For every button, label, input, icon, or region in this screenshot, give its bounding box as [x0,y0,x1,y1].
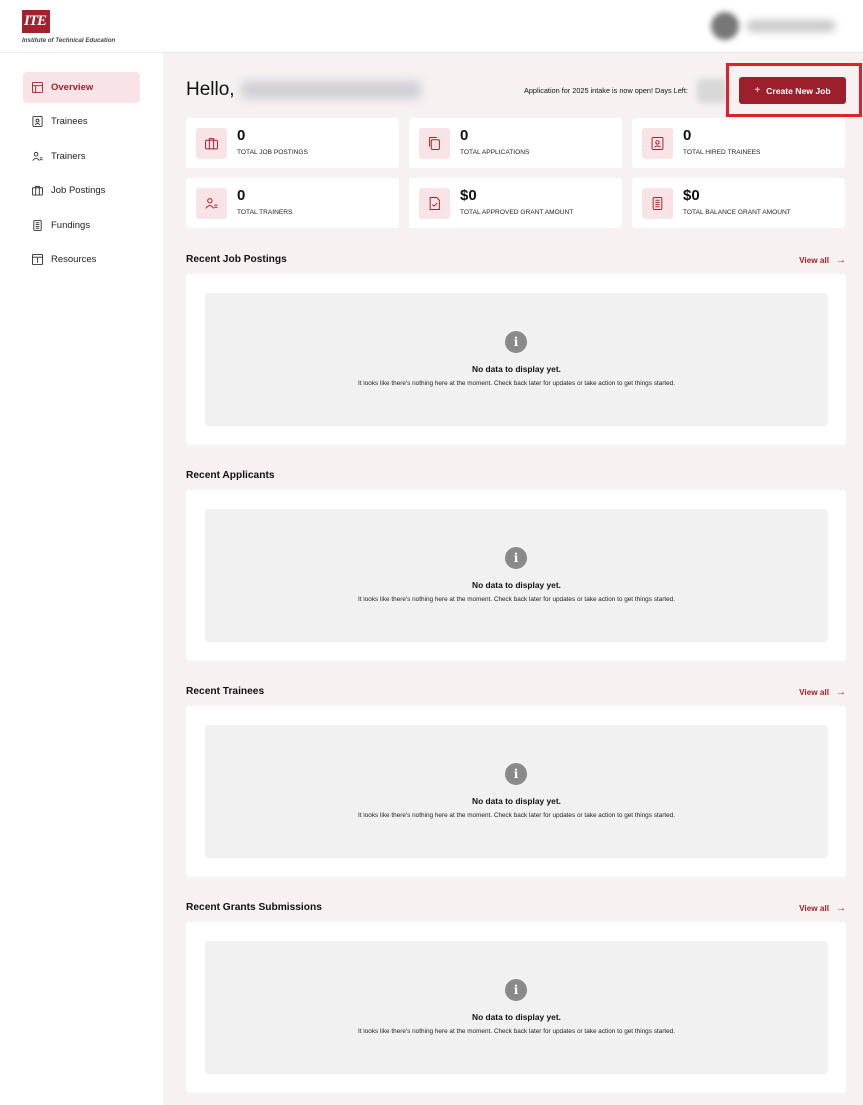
section-title-recent-job-postings: Recent Job Postings [186,254,287,265]
sidebar-item-job-postings[interactable] [23,175,140,206]
info-icon: i [505,979,527,1001]
stat-label: TOTAL JOB POSTINGS [237,149,308,156]
stat-value: $0 [460,187,477,204]
stat-value: 0 [237,127,246,144]
sidebar [0,53,163,1105]
empty-state [205,293,828,426]
intake-notice: Application for 2025 intake is now open! Days Left: [524,86,688,95]
empty-state-description: It looks like there's nothing here at the moment. Check back later for updates or take action to get things started. [357,812,676,819]
book-icon [32,254,43,265]
section-title-recent-grants-submissions: Recent Grants Submissions [186,902,322,913]
recent-trainees-panel [186,706,846,877]
sidebar-item-fundings[interactable] [23,210,140,241]
stat-card-hired-trainees [632,118,845,168]
view-all-label: View all [799,256,829,265]
documents-icon [419,128,450,159]
greeting [186,79,421,101]
empty-state-description: It looks like there's nothing here at the moment. Check back later for updates or take action to get things started. [357,380,676,387]
empty-state [205,509,828,642]
stat-card-trainers [186,178,399,228]
stat-value: 0 [683,127,692,144]
briefcase-icon [196,128,227,159]
arrow-right-icon: → [836,687,846,698]
sidebar-item-label: Trainees [51,116,88,127]
empty-state [205,941,828,1074]
sidebar-item-trainees[interactable] [23,106,140,137]
stat-label: TOTAL APPLICATIONS [460,149,530,156]
stat-label: TOTAL TRAINERS [237,209,293,216]
create-new-job-label: Create New Job [766,85,831,96]
view-all-grants-link[interactable] [799,903,846,914]
days-left-redacted [697,79,727,103]
sidebar-item-label: Job Postings [51,185,106,196]
stat-label: TOTAL BALANCE GRANT AMOUNT [683,209,791,216]
recent-applicants-panel [186,490,846,661]
logo-caption: Institute of Technical Education [22,37,116,44]
logo-mark-text: ITE [24,13,47,29]
arrow-right-icon: → [836,255,846,266]
stat-card-approved-grant [409,178,622,228]
logo-mark [22,10,50,33]
sidebar-item-label: Resources [51,254,97,265]
view-all-trainees-link[interactable] [799,687,846,698]
empty-state-description: It looks like there's nothing here at the moment. Check back later for updates or take action to get things started. [357,596,676,603]
stat-card-balance-grant [632,178,845,228]
stat-value: $0 [683,187,700,204]
user-name-redacted [747,20,835,32]
recent-grants-submissions-panel [186,922,846,1093]
avatar [711,12,739,40]
ite-logo[interactable] [22,10,132,46]
briefcase-icon [32,185,43,196]
stat-label: TOTAL HIRED TRAINEES [683,149,761,156]
sidebar-item-trainers[interactable] [23,141,140,172]
user-list-icon [196,188,227,219]
approved-file-icon [419,188,450,219]
create-new-job-button[interactable] [739,77,846,104]
main-content [163,53,863,1105]
section-title-recent-applicants: Recent Applicants [186,470,275,481]
stat-label: TOTAL APPROVED GRANT AMOUNT [460,209,574,216]
sidebar-item-label: Overview [51,82,94,93]
user-name-redacted [241,81,421,99]
view-all-label: View all [799,904,829,913]
stat-card-job-postings [186,118,399,168]
info-icon: i [505,331,527,353]
empty-state-description: It looks like there's nothing here at the moment. Check back later for updates or take action to get things started. [357,1028,676,1035]
arrow-right-icon: → [836,903,846,914]
empty-state-title: No data to display yet. [472,364,561,374]
info-icon: i [505,547,527,569]
sidebar-item-resources[interactable] [23,244,140,275]
plus-icon: + [754,85,761,96]
receipt-icon [32,220,43,231]
view-all-job-postings-link[interactable] [799,255,846,266]
empty-state-title: No data to display yet. [472,796,561,806]
sidebar-item-overview[interactable] [23,72,140,103]
empty-state [205,725,828,858]
recent-job-postings-panel [186,274,846,445]
id-badge-icon [32,116,43,127]
receipt-icon [642,188,673,219]
top-bar [0,0,863,53]
stat-card-applications [409,118,622,168]
empty-state-title: No data to display yet. [472,580,561,590]
section-title-recent-trainees: Recent Trainees [186,686,265,697]
info-icon: i [505,763,527,785]
sidebar-item-label: Trainers [51,151,86,162]
id-badge-icon [642,128,673,159]
user-menu[interactable] [711,10,841,42]
layout-icon [32,82,43,93]
view-all-label: View all [799,688,829,697]
user-list-icon [32,151,43,162]
stat-value: 0 [460,127,469,144]
empty-state-title: No data to display yet. [472,1012,561,1022]
greeting-text: Hello, [186,79,235,100]
stat-value: 0 [237,187,246,204]
sidebar-item-label: Fundings [51,220,91,231]
